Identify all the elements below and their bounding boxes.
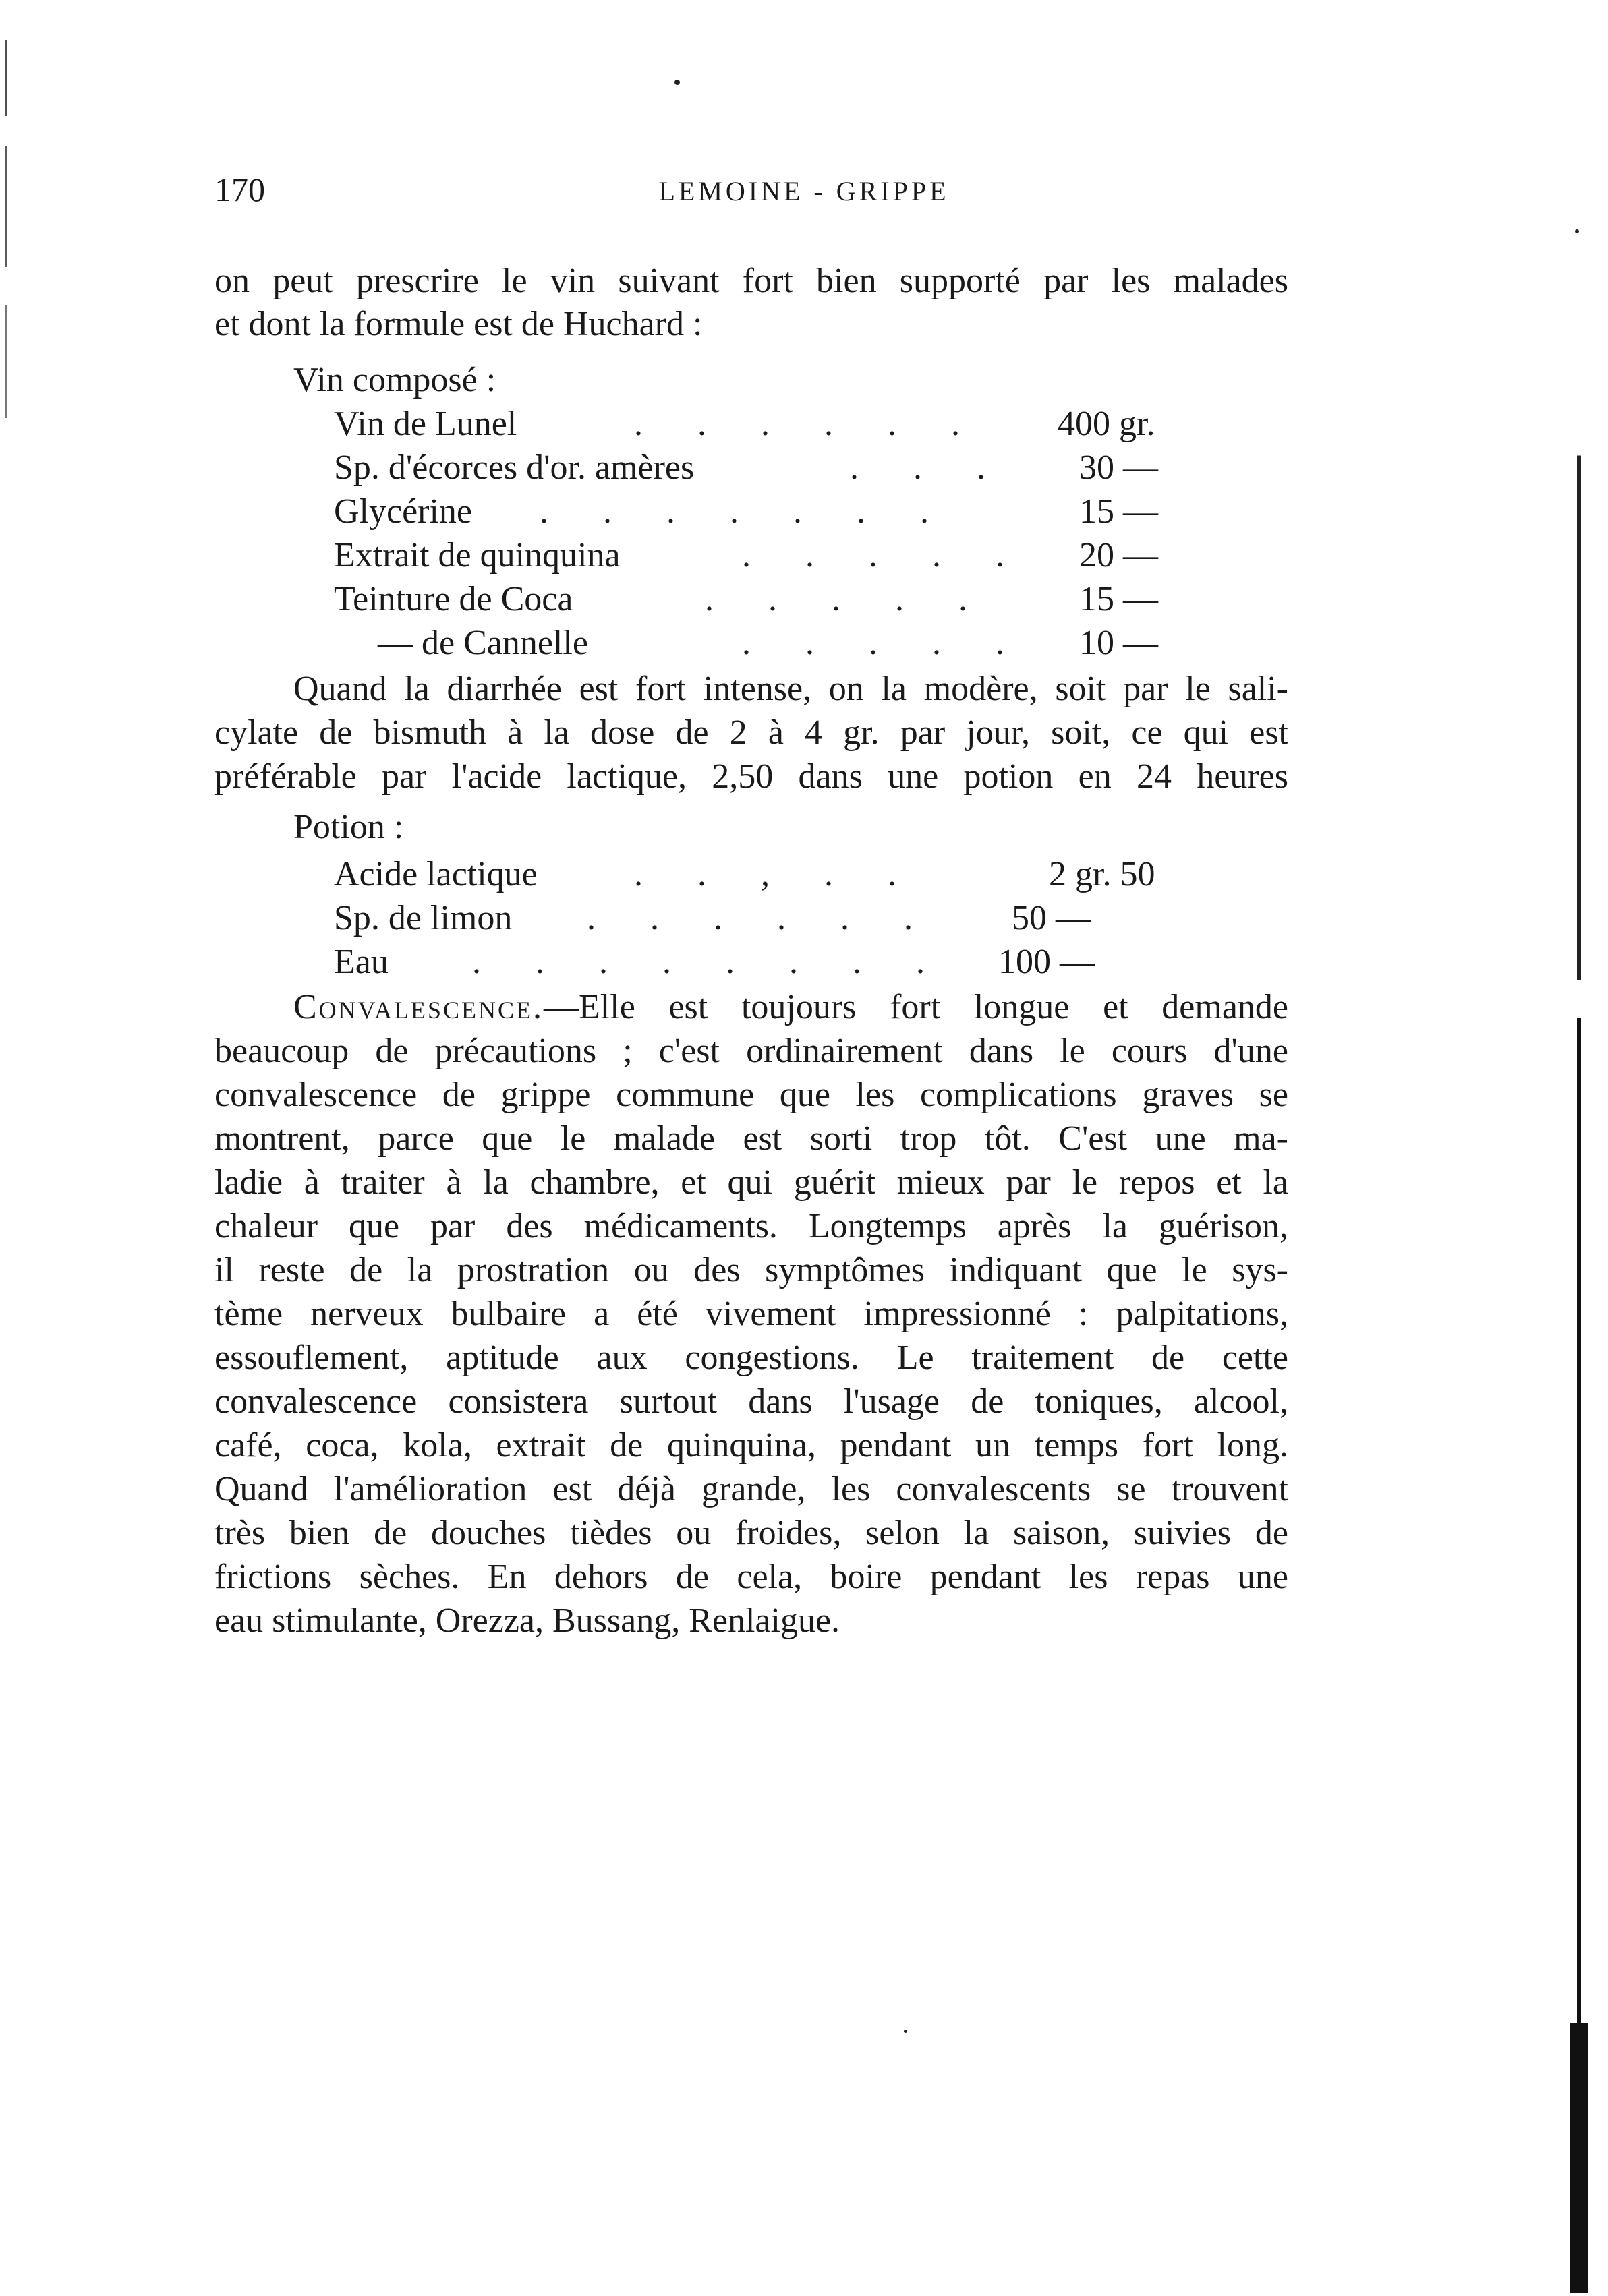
ingredient-name: Vin de Lunel (334, 405, 517, 443)
ingredient-quantity: 100 — (998, 943, 1095, 981)
text-line: frictions sèches. En dehors de cela, boire pendant les repas une (214, 1558, 1288, 1596)
leader-dots: . . . . . . . . (472, 943, 948, 981)
ingredient-quantity: 15 — (1079, 492, 1158, 531)
leader-dots: . . . . . (705, 580, 990, 618)
leader-dots: . . . . . (742, 624, 1027, 662)
recipe-title: Potion : (293, 808, 404, 846)
recipe-row (0, 853, 1608, 896)
text-line: café, coca, kola, extrait de quinquina, pendant un temps fort long. (214, 1426, 1288, 1465)
ingredient-name: Sp. d'écorces d'or. amères (334, 448, 695, 487)
recipe-row (0, 578, 1608, 621)
paragraph-first-line (293, 986, 1288, 1029)
leader-dots: . . . . . (742, 536, 1027, 575)
recipe-row (0, 622, 1608, 665)
ingredient-name: Acide lactique (334, 855, 538, 893)
text-line: Quand la diarrhée est fort intense, on la modère, soit par le sali- (293, 670, 1288, 708)
text-line: Quand l'amélioration est déjà grande, les convalescents se trouvent (214, 1470, 1288, 1508)
ingredient-name: Extrait de quinquina (334, 536, 621, 575)
ingredient-quantity: 2 gr. 50 (1049, 855, 1155, 893)
text-line: chaleur que par des médicaments. Longtemps après la guérison, (214, 1207, 1288, 1245)
text-line: convalescence de grippe commune que les complications graves se (214, 1076, 1288, 1114)
text-line: convalescence consistera surtout dans l'usage de toniques, alcool, (214, 1382, 1288, 1421)
recipe-row (0, 490, 1608, 533)
text-line: beaucoup de précautions ; c'est ordinairement dans le cours d'une (214, 1032, 1288, 1070)
scan-edge-left (5, 40, 7, 418)
text-line: préférable par l'acide lactique, 2,50 dans une potion en 24 heures (214, 757, 1288, 796)
recipe-title: Vin composé : (293, 361, 496, 399)
text-line: on peut prescrire le vin suivant fort bien supporté par les malades (214, 262, 1288, 300)
text-line: montrent, parce que le malade est sorti trop tôt. C'est une ma- (214, 1119, 1288, 1158)
recipe-row (0, 941, 1608, 984)
scan-speck (674, 80, 680, 85)
leader-dots: . . . . . . . (540, 492, 952, 531)
text-line: et dont la formule est de Huchard : (214, 305, 703, 343)
section-heading: Convalescence. (293, 988, 544, 1026)
text-line: cylate de bismuth à la dose de 2 à 4 gr. par jour, soit, ce qui est (214, 713, 1288, 752)
text-line: eau stimulante, Orezza, Bussang, Renlaigue. (214, 1601, 840, 1640)
ingredient-quantity: 400 gr. (1058, 405, 1155, 443)
ingredient-quantity: 15 — (1079, 580, 1158, 618)
page-number: 170 (214, 171, 265, 208)
leader-dots: . . , . . (634, 855, 919, 893)
recipe-row (0, 897, 1608, 940)
leader-dots: . . . . . . (587, 899, 936, 937)
text-line: essouflement, aptitude aux congestions. Le traitement de cette (214, 1338, 1288, 1377)
recipe-row (0, 534, 1608, 577)
ingredient-name: Sp. de limon (334, 899, 513, 937)
ingredient-quantity: 20 — (1079, 536, 1158, 575)
ingredient-name: — de Cannelle (378, 624, 588, 662)
scan-edge-right (1577, 418, 1581, 2293)
leader-dots: . . . (850, 448, 1008, 487)
page-header (0, 170, 1608, 217)
text-line: tème nerveux bulbaire a été vivement impressionné : palpitations, (214, 1295, 1288, 1333)
ingredient-quantity: 30 — (1079, 448, 1158, 487)
scan-speck (1575, 229, 1579, 233)
text-line: très bien de douches tièdes ou froides, selon la saison, suivies de (214, 1514, 1288, 1552)
running-head: LEMOINE - GRIPPE (658, 176, 950, 206)
recipe-row (0, 446, 1608, 490)
recipe-row (0, 403, 1608, 446)
text-line: ladie à traiter à la chambre, et qui guérit mieux par le repos et la (214, 1163, 1288, 1202)
leader-dots: . . . . . . (634, 405, 983, 443)
scan-edge-right-shadow (1570, 2023, 1588, 2293)
scan-speck (904, 2030, 907, 2033)
ingredient-name: Teinture de Coca (334, 580, 573, 618)
ingredient-name: Glycérine (334, 492, 473, 531)
ingredient-quantity: 50 — (1012, 899, 1091, 937)
ingredient-quantity: 10 — (1079, 624, 1158, 662)
ingredient-name: Eau (334, 943, 389, 981)
text-fragment: —Elle est toujours fort longue et demande (544, 988, 1288, 1026)
text-line: il reste de la prostration ou des symptômes indiquant que le sys- (214, 1251, 1288, 1289)
